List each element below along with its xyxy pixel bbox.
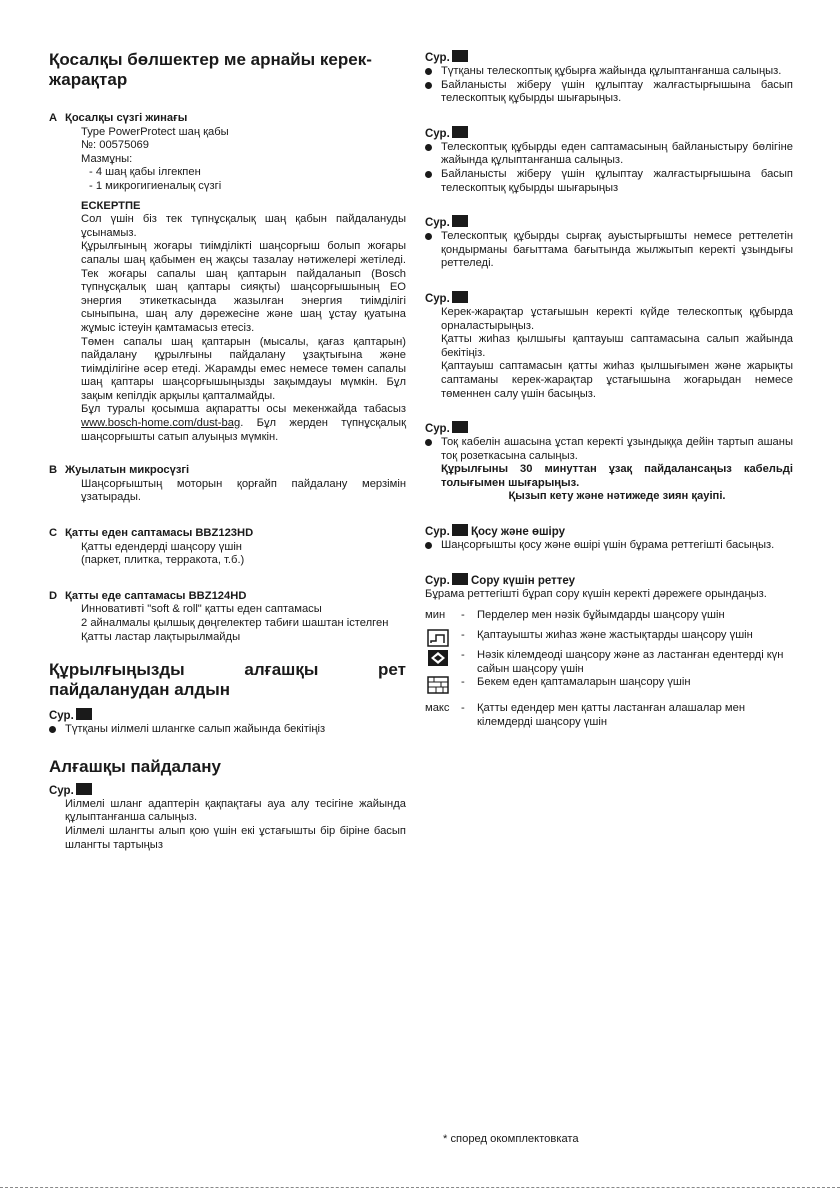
paragraph: Иілмелі шланг адаптерін қақпақтағы ауа алу тесігіне жайында құлыптанғанша салыңыз. [65, 797, 406, 824]
note-paragraph: Бұл туралы қосымша ақпаратты осы мекенжайда табасыз www.bosch-home.com/dust-bag. Бұл жерден түпнұсқалық шаңсорғышты сатып алуыңыз мүмкін. [81, 403, 406, 443]
suction-levels-list [425, 609, 793, 729]
section-title: Қосалқы сүзгі жинағы [65, 112, 188, 124]
section-text: Шаңсорғыштың моторын қорғайп пайдалану мерзімін ұзатырады. [81, 477, 406, 504]
section-line: Инновативті "soft & roll" қатты еден саптамасы [81, 603, 322, 616]
bullet-item: Телескоптық құбырды сырғақ ауыстырғышты немесе реттелетін қондырманы бағыттама бағытында жылжытып керекті ұзындығы реттеледі. [425, 230, 793, 271]
section-line: Мазмұны: [81, 152, 133, 165]
figure-number-box [452, 421, 468, 433]
upholstery-icon [427, 629, 449, 647]
section-line: Қатты ластар лақтырылмайды [81, 630, 241, 643]
spare-parts-heading: Қосалқы бөлшектер ме арнайы керек-жарақтар [49, 50, 372, 89]
bullet-item: Байланысты жіберу үшін құлыптау жалғастырғышына басып телескоптық құбырды шығарыңыз [425, 168, 793, 195]
bullet-icon [49, 726, 56, 733]
bullet-icon [425, 144, 432, 151]
page-bottom-divider [0, 1187, 840, 1188]
paragraph: Бұрама реттегішті бұрап сору күшін керекті дәрежеге орындаңыз. [425, 587, 767, 600]
dust-bag-link[interactable]: www.bosch-home.com/dust-bag [81, 417, 241, 430]
level-text: Қаптауышты жиһаз және жастықтарды шаңсору үшін [477, 629, 753, 642]
figure-number-box [452, 126, 468, 138]
section-line: Type PowerProtect шаң қабы [81, 125, 229, 138]
list-item: - 1 микрогигиеналық сүзгі [89, 179, 222, 192]
section-b [49, 464, 406, 505]
section-letter: D [49, 589, 58, 602]
note-paragraph: Төмен сапалы шаң қаптарын (мысалы, қағаз қаптарын) пайдалану құрылғыны пайдалану ұзақтығына және тиімділігіне әсер етеді. Жарамды емес немесе төмен сапалы шаң қаптары шаңсорғышыңызды зақымдауы мүмкін. Бұл зақым кепілдік арқылы қапталмайды. [81, 335, 406, 402]
figure-label: Сур. [425, 126, 793, 141]
before-first-use-heading: Құрылғыңызды алғашқы рет [49, 660, 406, 680]
warning-text: Құрылғыны 30 минуттан ұзақ пайдалансаңыз кабельді толығымен шығарыңыз. [441, 463, 793, 489]
figure-number-box [76, 783, 92, 795]
figure-label: Сур. [49, 708, 406, 723]
section-line: №: 00575069 [81, 139, 149, 152]
bullet-icon [425, 542, 432, 549]
figure-label: Сур. [49, 783, 406, 798]
bullet-icon [425, 171, 432, 178]
note-paragraph: Құрылғының жоғары тиімділікті шаңсорғыш болып жоғары сапалы шаң қабымен ең жақсы тазалау нәтижелері жетіледі. Тек жоғары сапалы шаң қаптарын пайдаланып (Bosch түпнұсқалық шаң қаптары сияқты) шаңсорғышының ЕО энергия этикеткасында жазылған энергия тиімділігі сыныпына, шаң алу дәрежесіне және шаң ұстау қуатына жұмыс істеуін қамтамасыз етесіз. [81, 240, 406, 334]
bullet-icon [425, 68, 432, 75]
section-line: (паркет, плитка, терракота, т.б.) [81, 554, 245, 567]
bullet-icon [425, 439, 432, 446]
figure-label: Сур. [425, 291, 793, 306]
level-text: Қатты едендер мен қатты ластанған алашалар мен кілемдерді шаңсору үшін [477, 702, 746, 729]
before-first-use-heading-line2: пайдаланудан алдын [49, 680, 231, 700]
list-item: - 4 шаң қабы ілгекпен [89, 166, 201, 179]
figure-label: Сур. Қосу және өшіру [425, 526, 566, 539]
note-paragraph: Сол үшін біз тек түпнұсқалық шаң қабын пайдалануды ұсынамыз. [81, 213, 406, 239]
figure-label: Сур. [425, 421, 793, 436]
paragraph: Қатты жиһаз қылшығы қаптауыш саптамасына салып жайында бекітіңіз. [441, 333, 793, 359]
figure-number-box [452, 50, 468, 62]
level-label: макс [425, 702, 450, 715]
figure-label: Сур. Сору күшін реттеу [425, 574, 576, 587]
section-letter: C [49, 527, 58, 540]
hard-floor-icon [427, 676, 449, 694]
section-title: Жуылатын микросүзгі [65, 464, 190, 477]
paragraph: Керек-жарақтар ұстағышын керекті күйде телескоптық құбырда орналастырыңыз. [441, 305, 793, 332]
first-use-heading: Алғашқы пайдалану [49, 756, 221, 776]
section-letter: A [49, 112, 58, 124]
figure-title: Қосу және өшіру [470, 526, 566, 539]
figure-label: Сур. [425, 215, 793, 230]
warning-text: Қызып кету және нәтижеде зиян қауіпі. [508, 490, 726, 503]
right-column [425, 50, 793, 730]
bullet-item: Байланысты жіберу үшін құлыптау жалғастырғышына басып телескоптық құбырды шығарыңыз. [425, 79, 793, 106]
carpet-icon [427, 649, 449, 667]
bullet-icon [425, 233, 432, 240]
figure-title: Сору күшін реттеу [470, 574, 576, 587]
level-upholstery: - Қаптауышты жиһаз және жастықтарды шаңсору үшін [425, 629, 793, 649]
left-column [49, 50, 406, 852]
figure-number-box [452, 291, 468, 303]
level-text: Бекем еден қаптамаларын шаңсору үшін [477, 676, 691, 689]
bullet-icon [425, 82, 432, 89]
figure-number-box [452, 573, 468, 585]
section-c [49, 527, 406, 568]
level-text: Нәзік кілемдеоді шаңсору және аз ластанған едентерді күн сайын шаңсору үшін [477, 649, 784, 675]
bullet-item: Түтқаны телескоптық құбырға жайында құлыптанғанша салыңыз. [425, 65, 793, 79]
level-max: макс - Қатты едендер мен қатты ластанған алашалар мен кілемдерді шаңсору үшін [425, 702, 746, 729]
paragraph: Иілмелі шлангты алып қою үшін екі ұстағышты бір біріне басып шлангты тартыңыз [65, 824, 406, 851]
bullet-item: Түтқаны иілмелі шлангке салып жайында бекітіңіз [49, 723, 406, 737]
bullet-item: Тоқ кабелін ашасына ұстап керекті ұзындыққа дейін тартып ашаны тоқ розеткасына салыңыз. [425, 436, 793, 463]
figure-number-box [452, 524, 468, 536]
bullet-item: Телескоптық құбырды еден саптамасының байланыстыру бөлігіне жайында құлыптанғанша салыңыз. [425, 141, 793, 168]
section-d [49, 590, 406, 644]
section-letter: B [49, 464, 58, 477]
section-title: Қатты еден саптамасы BBZ123HD [65, 527, 254, 540]
level-hard-floor: - Бекем еден қаптамаларын шаңсору үшін [425, 676, 793, 696]
figure-number-box [452, 215, 468, 227]
level-min: мин - Перделер мен нәзік бұйымдарды шаңсору үшін [425, 609, 725, 622]
figure-label: Сур. [425, 50, 793, 65]
footnote: * според окомплектовката [443, 1133, 579, 1145]
note-heading: ЕСКЕРТПЕ [81, 199, 141, 212]
level-carpet: - Нәзік кілемдеоді шаңсору және аз ластанған едентерді күн сайын шаңсору үшін [425, 649, 793, 676]
section-a [49, 112, 406, 444]
level-label: мин [425, 609, 446, 622]
section-line: Қатты едендерді шаңсору үшін [81, 540, 242, 553]
section-title: Қатты еде саптамасы BBZ124HD [65, 589, 247, 602]
section-line: 2 айналмалы қылшық дөңгелектер табиғи шаштан істелген [81, 617, 389, 629]
paragraph: Қаптауыш саптамасын қатты жиһаз қылшығымен және жарықты саптаманы керек-жарақтар ұстағышына жоғарыдан немесе төменнен салу үшін басыңыз. [441, 360, 793, 400]
figure-number-box [76, 708, 92, 720]
bullet-item: Шаңсорғышты қосу және өшірі үшін бұрама реттегішті басыңыз. [425, 539, 793, 553]
level-text: Перделер мен нәзік бұйымдарды шаңсору үшін [477, 609, 725, 622]
